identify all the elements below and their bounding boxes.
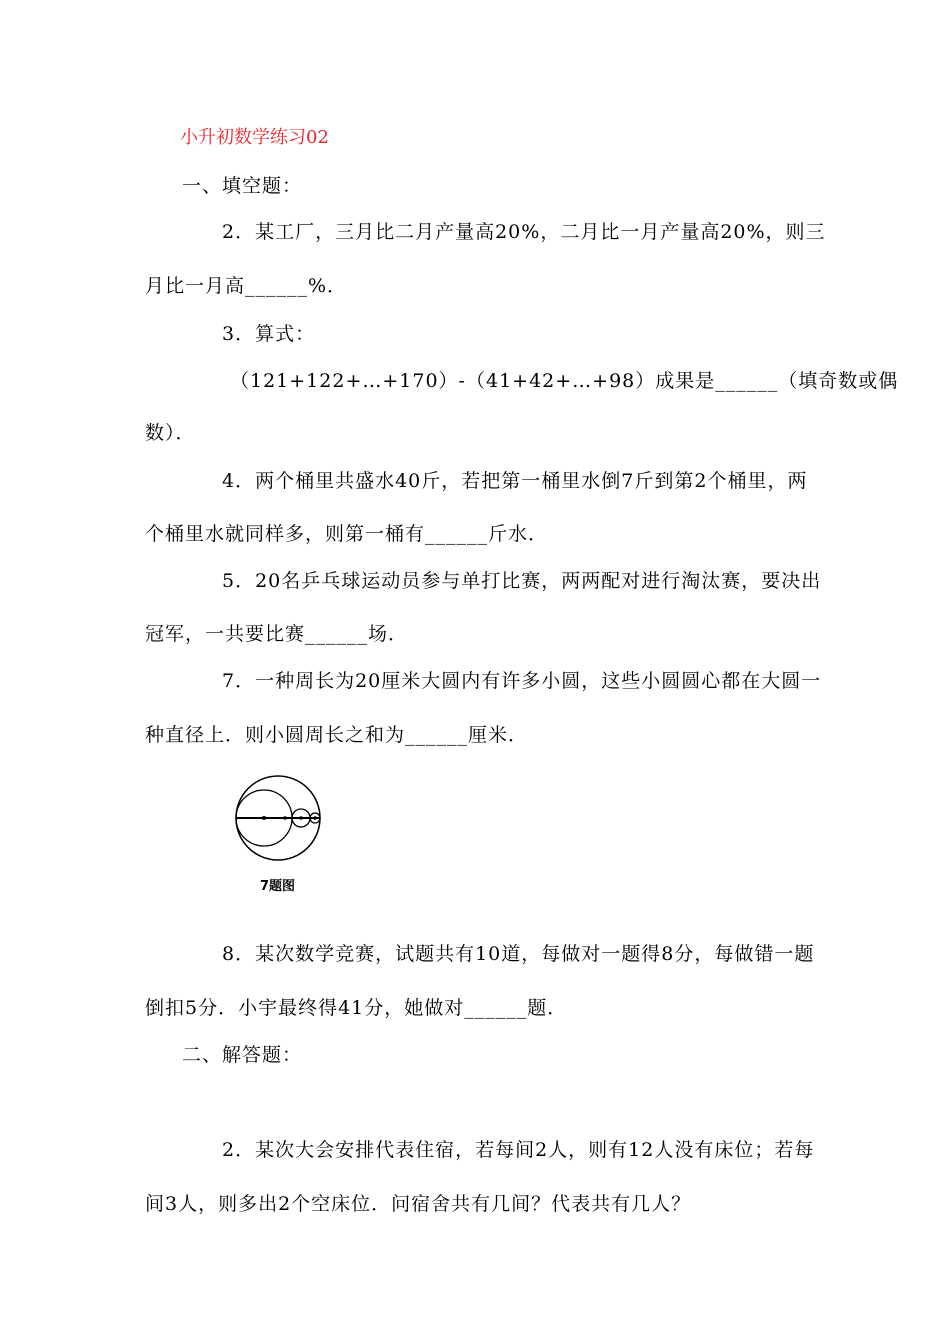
question-8-line-1: 8．某次数学竞赛，试题共有10道，每做对一题得8分，每做错一题: [222, 943, 815, 965]
section-heading-answer: 二、解答题：: [182, 1044, 303, 1066]
circle-figure: [232, 768, 332, 898]
center-dot-1: [262, 816, 266, 820]
section-heading-fill-in: 一、填空题：: [182, 175, 303, 197]
center-dot-2: [283, 816, 287, 820]
center-dot-3: [299, 816, 303, 820]
question-5-line-2: 冠军，一共要比赛______场．: [145, 623, 409, 645]
figure-caption: 7题图: [260, 879, 296, 894]
circles-diagram: [232, 768, 332, 898]
question-7-line-1: 7．一种周长为20厘米大圆内有许多小圆，这些小圆圆心都在大圆一: [222, 670, 822, 692]
center-dot-4: [313, 816, 317, 820]
question-2-line-1: 2．某工厂，三月比二月产量高20%，二月比一月产量高20%，则三: [222, 221, 826, 243]
question-2-line-2: 月比一月高______%．: [145, 275, 348, 297]
question-4-line-2: 个桶里水就同样多，则第一桶有______斤水．: [145, 523, 549, 545]
question-3-line-1: 3．算式：: [222, 323, 316, 345]
question-8-line-2: 倒扣5分．小宇最终得41分，她做对______题．: [145, 997, 568, 1019]
question-5-line-1: 5．20名乒乓球运动员参与单打比赛，两两配对进行淘汰赛，要决出: [222, 570, 822, 592]
question-7-line-2: 种直径上．则小圆周长之和为______厘米．: [145, 724, 529, 746]
answer-question-2-line-1: 2．某次大会安排代表住宿，若每间2人，则有12人没有床位；若每: [222, 1139, 815, 1161]
question-4-line-1: 4．两个桶里共盛水40斤，若把第一桶里水倒7斤到第2个桶里，两: [222, 470, 808, 492]
question-3-line-3: 数）．: [145, 422, 196, 444]
question-3-line-2: （121+122+…+170）-（41+42+…+98）成果是______（填奇数或偶: [230, 370, 899, 392]
page-title: 小升初数学练习02: [180, 127, 329, 148]
answer-question-2-line-2: 间3人，则多出2个空床位．问宿舍共有几间？代表共有几人？: [145, 1193, 692, 1215]
